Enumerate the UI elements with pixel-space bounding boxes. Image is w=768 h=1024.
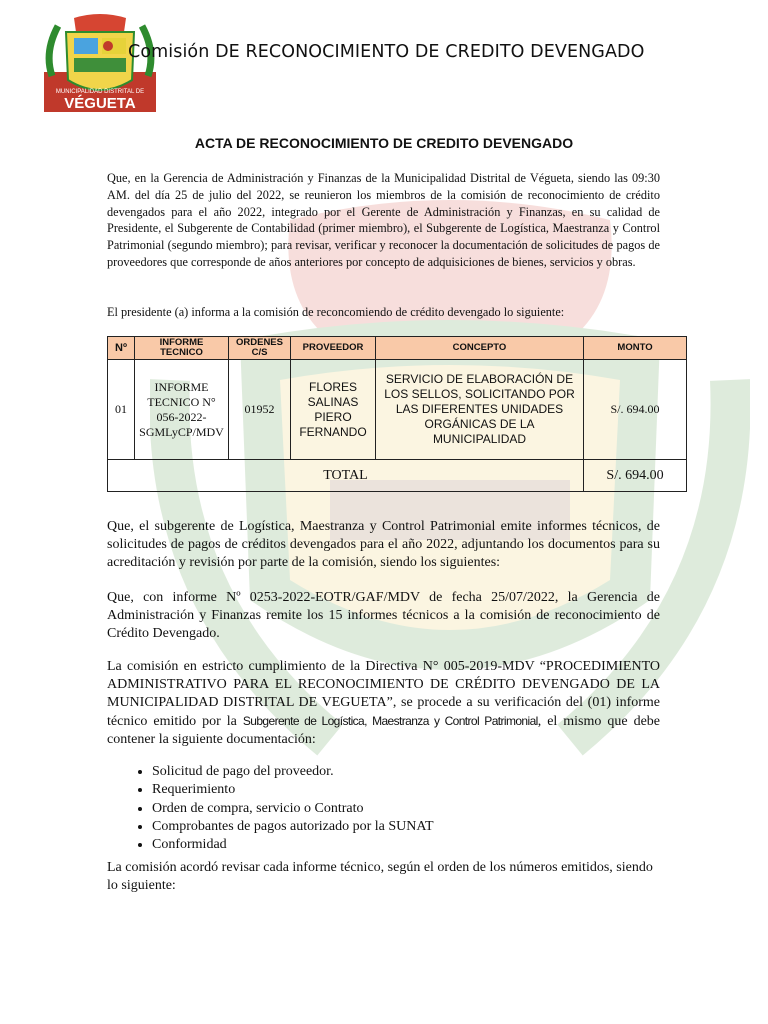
cell-proveedor: FLORES SALINAS PIERO FERNANDO: [291, 360, 376, 460]
list-item: • Comprobantes de pagos autorizado por la SUNAT: [152, 818, 705, 836]
header-no: Nº: [108, 337, 135, 360]
table-total-row: [108, 460, 687, 492]
logo-caption-top: MUNICIPALIDAD DISTRITAL DE: [55, 89, 145, 95]
list-item: • Requerimiento: [152, 781, 705, 799]
cell-orden: 01952: [229, 360, 291, 460]
table-header-row: [108, 337, 687, 360]
required-docs-list: [107, 763, 705, 854]
closing-paragraph: La comisión acordó revisar cada informe técnico, según el orden de los números emitidos, siendo lo siguiente:: [107, 860, 653, 893]
credit-table: [107, 336, 687, 492]
header-ordenes: ORDENES C/S: [229, 337, 291, 360]
document-title: ACTA DE RECONOCIMIENTO DE CREDITO DEVENGADO: [194, 135, 574, 151]
header-informe: INFORME TECNICO: [135, 337, 229, 360]
header-concepto: CONCEPTO: [376, 337, 584, 360]
total-label: TOTAL: [108, 460, 584, 492]
cell-monto: S/. 694.00: [584, 360, 687, 460]
header-title: Comisión DE RECONOCIMIENTO DE CREDITO DEVENGADO: [128, 42, 645, 62]
header-monto: MONTO: [584, 337, 687, 360]
paragraph-informe: Que, con informe Nº 0253-2022-EOTR/GAF/MDV de fecha 25/07/2022, la Gerencia de Administración y Finanzas remite los 15 informes técnicos a la comisión de reconocimiento de Crédito Devengado.: [107, 590, 660, 641]
list-item: • Conformidad: [152, 836, 705, 854]
cell-concepto: SERVICIO DE ELABORACIÓN DE LOS SELLOS, SOLICITANDO POR LAS DIFERENTES UNIDADES ORGÁNICAS DE LA MUNICIPALIDAD: [376, 360, 584, 460]
cell-informe: INFORME TECNICO N° 056-2022-SGMLyCP/MDV: [135, 360, 229, 460]
directiva-text-subgerente: Subgerente de Logística, Maestranza y Control Patrimonial: [242, 714, 538, 728]
logo-caption-main: VÉGUETA: [64, 95, 136, 112]
intro-paragraph: Que, en la Gerencia de Administración y Finanzas de la Municipalidad Distrital de Végueta, siendo las 09:30 AM. del día 25 de julio del 2022, se reunieron los miembros de la comisión de reconocimiento de crédito devengados para el año 2022, integrado por el Gerente de Administración y Finanzas, en su calidad de Presidente, el Subgerente de Contabilidad (primer miembro), el Subgerente de Logística, Maestranza y Control Patrimonial (segundo miembro); para revisar, verificar y reconocer la documentación de solicitudes de pagos de proveedores que corresponde de años anteriores por concepto de adquisiciones de bienes, servicios y obras.: [107, 171, 660, 269]
cell-no: 01: [108, 360, 135, 460]
municipality-logo: [44, 12, 156, 112]
paragraph-directiva: [107, 658, 660, 749]
list-item: • Orden de compra, servicio o Contrato: [152, 800, 705, 818]
table-row: [108, 360, 687, 460]
president-line: El presidente (a) informa a la comisión de reconcomiendo de crédito devengado lo siguiente:: [107, 305, 565, 319]
directiva-text-start: La comisión en estricto cumplimiento de la Directiva N° 005-2019-MDV “PROCEDIMIENTO ADMINISTRATIVO PARA EL RECONOCIMIENTO DE CRÉDITO DEVENGADO DE LA MUNICIPALIDAD DISTRITAL DE VEGUETA”, se procede a su verificación del (01) informe técnico emitido por la: [107, 659, 660, 729]
list-item: • Solicitud de pago del proveedor.: [152, 763, 705, 781]
total-value: S/. 694.00: [584, 460, 687, 492]
directiva-text-end: , el mismo que debe contener la siguiente documentación:: [107, 714, 660, 747]
paragraph-subgerente: Que, el subgerente de Logística, Maestranza y Control Patrimonial emite informes técnicos, de solicitudes de pagos de créditos devengados para el año 2022, adjuntando los documentos para su acreditación y revisión por parte de la comisión, siendo los siguientes:: [107, 519, 660, 570]
header-proveedor: PROVEEDOR: [291, 337, 376, 360]
